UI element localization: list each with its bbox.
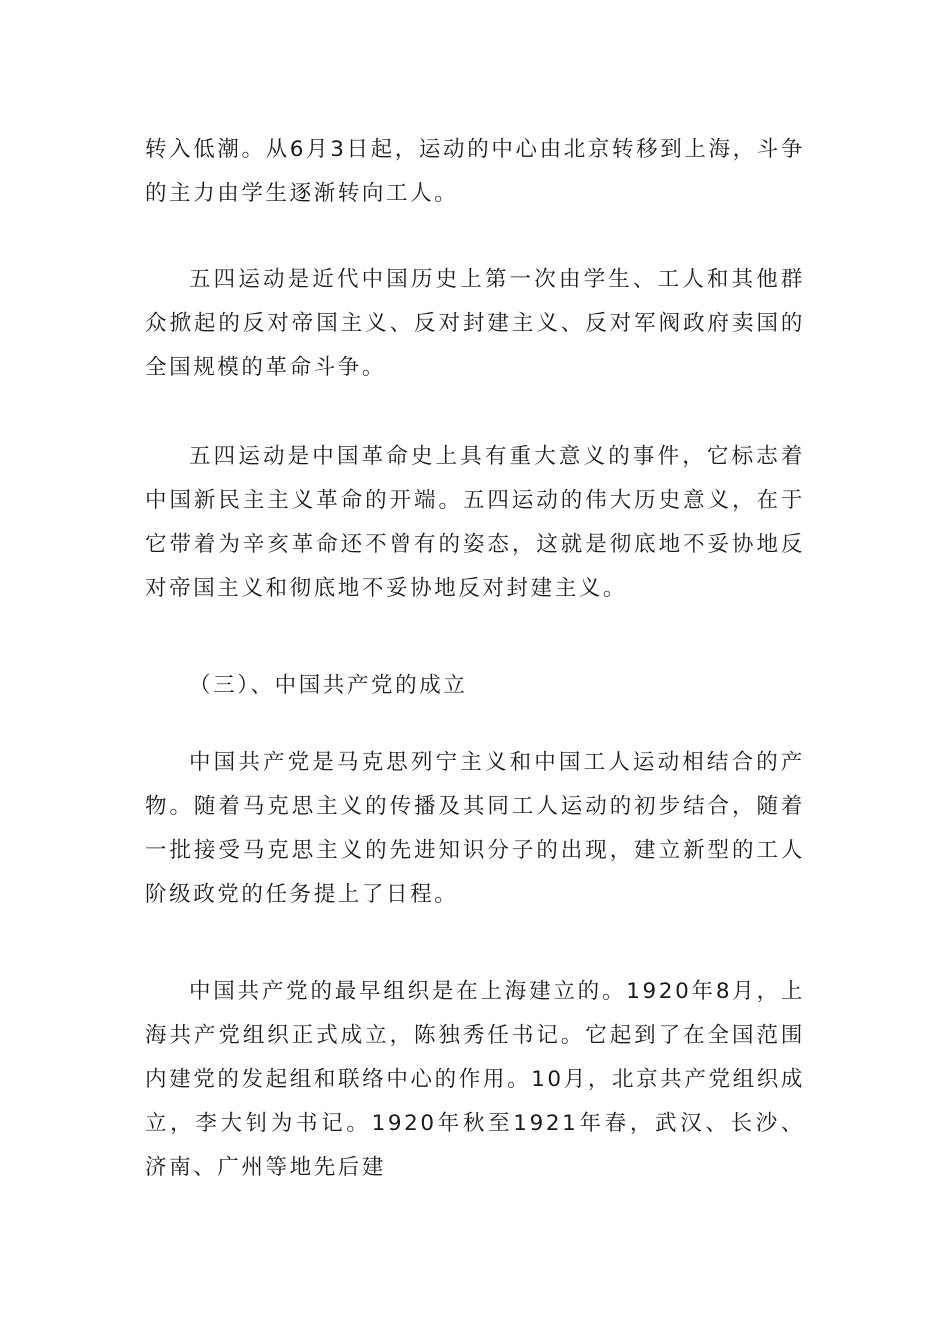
paragraph-may-fourth-definition: 五四运动是近代中国历史上第一次由学生、工人和其他群众掀起的反对帝国主义、反对封建主义、反对军阀政府卖国的全国规模的革命斗争。 [145,267,805,380]
section-heading: （三）、中国共产党的成立 [189,673,468,698]
paragraph-ccp-origin: 中国共产党是马克思列宁主义和中国工人运动相结合的产物。随着马克思主义的传播及其同工人运动的初步结合，随着一批接受马克思主义的先进知识分子的出现，建立新型的工人阶级政党的任务提上了日程。 [145,750,805,907]
paragraph-ccp-early-organizations: 中国共产党的最早组织是在上海建立的。1920年8月，上海共产党组织正式成立，陈独秀任书记。它起到了在全国范围内建党的发起组和联络中心的作用。10月，北京共产党组织成立，李大钊为书记。1920年秋至1921年春，武汉、长沙、济南、广州等地先后建 [145,979,805,1180]
paragraph-continuation: 转入低潮。从6月3日起，运动的中心由北京转移到上海，斗争的主力由学生逐渐转向工人。 [145,137,805,206]
paragraph-may-fourth-significance: 五四运动是中国革命史上具有重大意义的事件，它标志着中国新民主主义革命的开端。五四运动的伟大历史意义，在于它带着为辛亥革命还不曾有的姿态，这就是彻底地不妥协地反对帝国主义和彻底地不妥协地反对封建主义。 [145,444,805,601]
